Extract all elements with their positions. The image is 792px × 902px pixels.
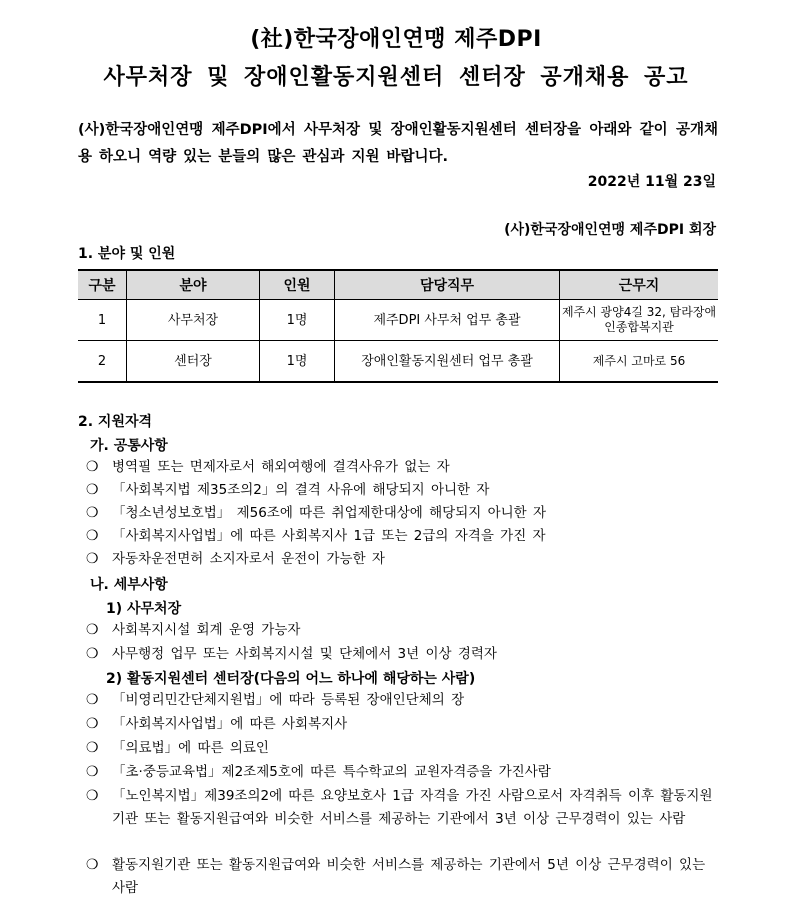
- hollow-circle-bullet-icon: ❍: [86, 551, 99, 567]
- section-1-heading: 1. 분야 및 인원: [78, 246, 176, 262]
- table-row: [78, 341, 718, 383]
- header-cell: 근무지: [560, 270, 719, 300]
- table-cell: 제주시 고마로 56: [560, 341, 719, 383]
- table-cell: 2: [78, 341, 127, 383]
- list-item: ❍ 「의료법」에 따른 의료인: [86, 737, 720, 760]
- table-cell: 제주DPI 사무처 업무 총괄: [335, 300, 560, 341]
- list-item: ❍ 병역필 또는 면제자로서 해외여행에 결격사유가 없는 자: [86, 456, 720, 479]
- hollow-circle-bullet-icon: ❍: [86, 459, 99, 475]
- list-item: ❍ 사회복지시설 회계 운영 가능자: [86, 619, 720, 642]
- header-cell: 인원: [260, 270, 335, 300]
- hollow-circle-bullet-icon: ❍: [86, 528, 99, 544]
- table-cell: 센터장: [127, 341, 260, 383]
- list-item: ❍ 「청소년성보호법」 제56조에 따른 취업제한대상에 해당되지 아니한 자: [86, 502, 720, 525]
- table-cell: 사무처장: [127, 300, 260, 341]
- header-cell: 분야: [127, 270, 260, 300]
- intro-paragraph: (사)한국장애인연맹 제주DPI에서 사무처장 및 장애인활동지원센터 센터장을 아래와 같이 공개채용 하오니 역량 있는 분들의 많은 관심과 지원 바랍니다.: [78, 122, 718, 165]
- table-cell: 1: [78, 300, 127, 341]
- list-item: ❍ 「사회복지사업법」에 따른 사회복지사: [86, 713, 720, 736]
- header-cell: 담당직무: [335, 270, 560, 300]
- list-item: ❍ 「사회복지법 제35조의2」의 결격 사유에 해당되지 아니한 자: [86, 479, 720, 502]
- table-cell: 장애인활동지원센터 업무 총괄: [335, 341, 560, 383]
- list-item: ❍ 「사회복지사업법」에 따른 사회복지사 1급 또는 2급의 자격을 가진 자: [86, 525, 720, 548]
- signer: (사)한국장애인연맹 제주DPI 회장: [504, 222, 716, 238]
- section-2-heading: 2. 지원자격: [78, 414, 153, 430]
- list-item: ❍ 자동차운전면허 소지자로서 운전이 가능한 자: [86, 548, 720, 571]
- hollow-circle-bullet-icon: ❍: [86, 788, 99, 804]
- hollow-circle-bullet-icon: ❍: [86, 505, 99, 521]
- title-line-2: 사무처장 및 장애인활동지원센터 센터장 공개채용 공고: [103, 65, 689, 90]
- header-cell: 구분: [78, 270, 127, 300]
- hollow-circle-bullet-icon: ❍: [86, 622, 99, 638]
- hollow-circle-bullet-icon: ❍: [86, 716, 99, 732]
- hollow-circle-bullet-icon: ❍: [86, 692, 99, 708]
- announcement-date: 2022년 11월 23일: [587, 174, 716, 190]
- sub2-heading: 2) 활동지원센터 센터장(다음의 어느 하나에 해당하는 사람): [106, 671, 476, 687]
- table-cell: 제주시 광양4길 32, 탐라장애인종합복지관: [560, 300, 719, 341]
- hollow-circle-bullet-icon: ❍: [86, 740, 99, 756]
- hollow-circle-bullet-icon: ❍: [86, 764, 99, 780]
- list-item: ❍ 「초·중등교육법」제2조제5호에 따른 특수학교의 교원자격증을 가진사람: [86, 761, 720, 784]
- table-header-row: [78, 270, 718, 300]
- list-item: ❍ 「비영리민간단체지원법」에 따라 등록된 장애인단체의 장: [86, 689, 720, 712]
- positions-table: [78, 269, 718, 383]
- list-item: ❍ 사무행정 업무 또는 사회복지시설 및 단체에서 3년 이상 경력자: [86, 643, 720, 666]
- title-line-1: (社)한국장애인연맹 제주DPI: [250, 27, 542, 52]
- table-row: [78, 300, 718, 341]
- hollow-circle-bullet-icon: ❍: [86, 646, 99, 662]
- list-item: ❍ 활동지원기관 또는 활동지원급여와 비슷한 서비스를 제공하는 기관에서 5년 이상 근무경력이 있는 사람: [86, 854, 720, 900]
- table-cell: 1명: [260, 341, 335, 383]
- hollow-circle-bullet-icon: ❍: [86, 482, 99, 498]
- sub1-heading: 1) 사무처장: [106, 601, 182, 617]
- table-cell: 1명: [260, 300, 335, 341]
- hollow-circle-bullet-icon: ❍: [86, 857, 99, 873]
- common-heading: 가. 공통사항: [90, 438, 168, 454]
- list-item: ❍ 「노인복지법」제39조의2에 따른 요양보호사 1급 자격을 가진 사람으로서 자격취득 이후 활동지원기관 또는 활동지원급여와 비슷한 서비스를 제공하는 기관에서 3년 이상 근무경력이 있는 사람: [86, 785, 720, 831]
- detail-heading: 나. 세부사항: [90, 577, 168, 593]
